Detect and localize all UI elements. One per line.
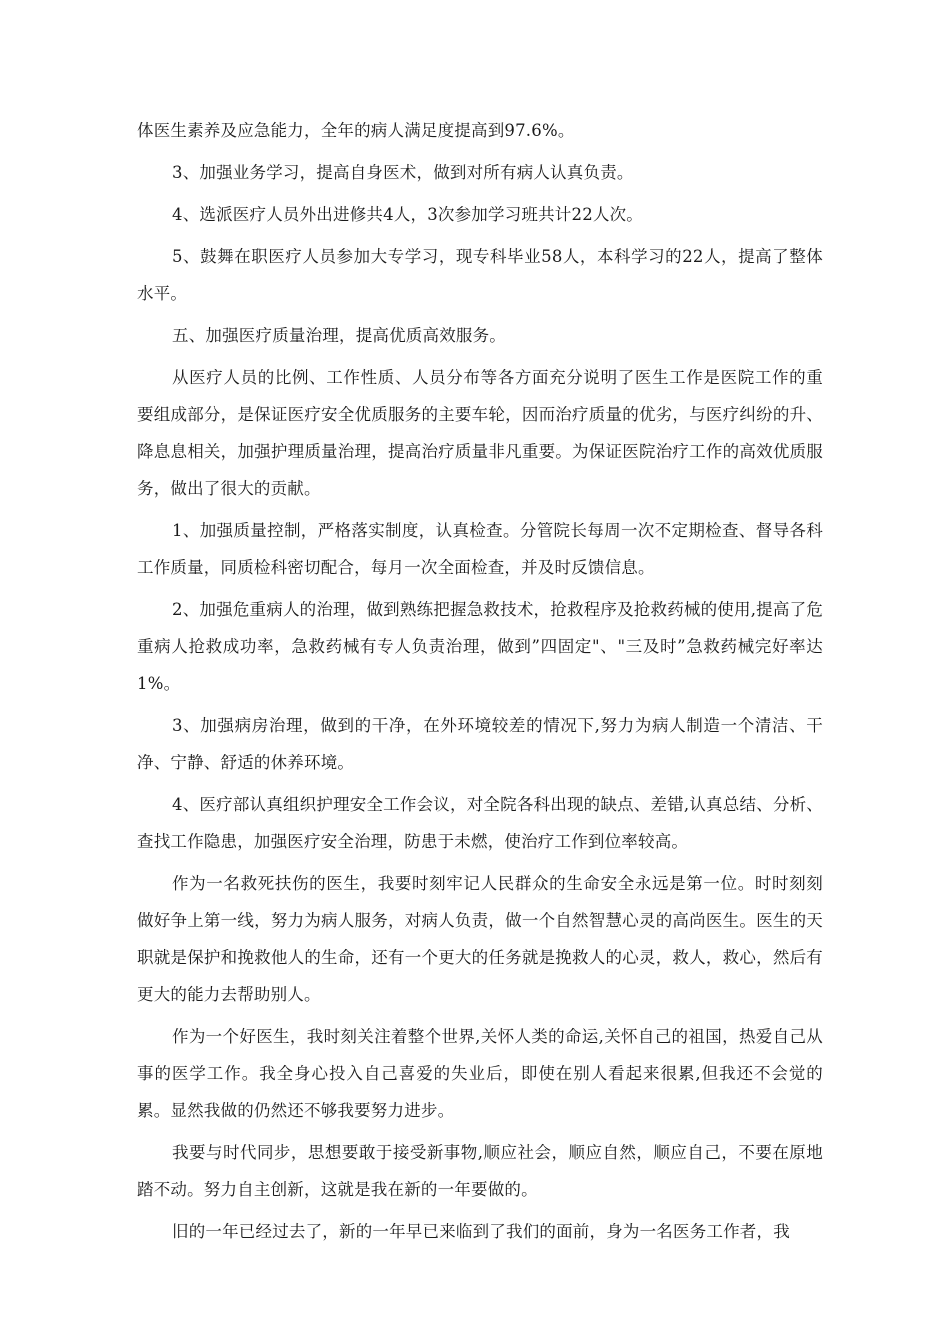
paragraph: 3、加强业务学习，提高自身医术，做到对所有病人认真负责。 <box>172 163 634 182</box>
paragraph: 作为一个好医生，我时刻关注着整个世界,关怀人类的命运,关怀自己的祖国，热爱自己从事的医学工作。我全身心投入自己喜爱的失业后，即使在别人看起来很累,但我还不会觉的累。显然我做的仍然还不够我要努力进步。 <box>137 1027 823 1120</box>
paragraph: 1、加强质量控制，严格落实制度，认真检查。分管院长每周一次不定期检查、督导各科工作质量，同质检科密切配合，每月一次全面检查，并及时反馈信息。 <box>137 521 823 577</box>
paragraph: 5、鼓舞在职医疗人员参加大专学习，现专科毕业58人，本科学习的22人，提高了整体水平。 <box>137 247 823 303</box>
section-heading: 五、加强医疗质量治理，提高优质高效服务。 <box>172 326 506 345</box>
paragraph: 2、加强危重病人的治理，做到熟练把握急救技术，抢救程序及抢救药械的使用,提高了危重病人抢救成功率，急救药械有专人负责治理，做到”四固定"、"三及时”急救药械完好率达1%。 <box>137 600 823 693</box>
paragraph: 作为一名救死扶伤的医生，我要时刻牢记人民群众的生命安全永远是第一位。时时刻刻做好争上第一线，努力为病人服务，对病人负责，做一个自然智慧心灵的高尚医生。医生的天职就是保护和挽救他人的生命，还有一个更大的任务就是挽救人的心灵，救人，救心，然后有更大的能力去帮助别人。 <box>137 874 823 1004</box>
paragraph: 4、医疗部认真组织护理安全工作会议，对全院各科出现的缺点、差错,认真总结、分析、查找工作隐患，加强医疗安全治理，防患于未燃，使治疗工作到位率较高。 <box>137 795 823 851</box>
paragraph: 3、加强病房治理，做到的干净，在外环境较差的情况下,努力为病人制造一个清洁、干净、宁静、舒适的休养环境。 <box>137 716 823 772</box>
paragraph: 从医疗人员的比例、工作性质、人员分布等各方面充分说明了医生工作是医院工作的重要组成部分，是保证医疗安全优质服务的主要车轮，因而治疗质量的优劣，与医疗纠纷的升、降息息相关，加强护理质量治理，提高治疗质量非凡重要。为保证医院治疗工作的高效优质服务，做出了很大的贡献。 <box>137 368 823 498</box>
paragraph: 体医生素养及应急能力，全年的病人满足度提高到97.6%。 <box>137 121 575 140</box>
paragraph: 4、选派医疗人员外出进修共4人，3次参加学习班共计22人次。 <box>172 205 643 224</box>
document-body <box>137 112 823 1255</box>
paragraph: 旧的一年已经过去了，新的一年早已来临到了我们的面前，身为一名医务工作者，我 <box>172 1222 790 1241</box>
paragraph: 我要与时代同步，思想要敢于接受新事物,顺应社会，顺应自然，顺应自己，不要在原地踏不动。努力自主创新，这就是我在新的一年要做的。 <box>137 1143 823 1199</box>
